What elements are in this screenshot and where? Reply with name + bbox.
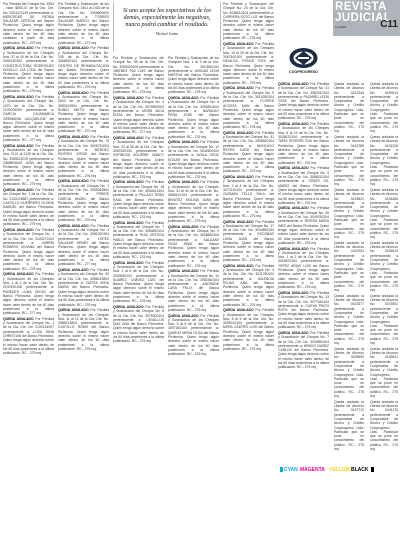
black-label: BLACK <box>351 467 369 473</box>
notice-heading: QUEDA ANULADO <box>223 42 254 47</box>
notice-heading: QUEDA ANULADO <box>168 180 199 185</box>
yellow-label: YELLOW <box>329 467 351 473</box>
legal-notice <box>370 241 398 293</box>
legal-notice <box>223 86 274 129</box>
legal-notice <box>58 46 109 89</box>
notice-heading: QUEDA ANULADO <box>278 122 309 127</box>
notice-heading: QUEDA ANULADO <box>168 269 199 274</box>
legal-notice <box>334 188 364 240</box>
notice-body: Por Pérdida y Sustracción de los Cheques Nos. 11 al 12 de la Cta. Cte. No. 3086213804 perteneciente a: CASTILLO ROMO del Banco Pichincha. Quien tenga algún derecho sobre el mismo hacer valer dentro de los 60 días posteriores a la última publicación. RC.- 276 mq <box>58 308 109 351</box>
legal-notice <box>58 308 109 351</box>
notice-body: Por Pérdida y Sustracción de los Cheques Nos. 1 al 6 de la Cta. Cte. No. 3030530104 perteneciente a: SUAREZ CHAVEZ LUIS del Banco Pichincha. Quien tenga algún derecho sobre el mismo hacer valer dentro de los 60 días posteriores a la última publicación. RC.- 276 mq <box>113 260 164 304</box>
legal-notice <box>58 91 109 134</box>
legal-notice <box>3 46 54 93</box>
notice-heading: QUEDA ANULADO <box>113 260 144 265</box>
cyan-swatch <box>280 467 283 472</box>
legal-notice <box>370 188 398 240</box>
legal-notice <box>278 291 329 330</box>
notice-body: Por Pérdida y Sustracción del Cheque No. 14 de la Cta. Cte. No. 3081540104 perteneciente a: ANDRADE LARA FELIX del Banco Pichincha. Quien tenga algún derecho sobre el mismo hacer valer dentro de los 60 días posteriores a la última publicación. RC.- 276 mq <box>168 269 219 312</box>
notice-heading: QUEDA ANULADO <box>3 143 34 148</box>
notice-heading: QUEDA ANULADO <box>3 95 34 100</box>
legal-notice <box>223 131 274 174</box>
page-number: C11 <box>380 19 398 30</box>
notice-body: Queda anulada la Libreta de Ahorros No. 0431228 perteneciente a Cooperativa de Ahorro y Crédito Cooprogreso Ltda. Particular que se pone en conocimiento del público. RC.- 275 mq <box>370 134 398 187</box>
quote-author: Michael Jordan <box>155 32 179 36</box>
legal-notice <box>278 166 329 205</box>
notice-heading: QUEDA ANULADO <box>3 272 34 277</box>
legal-notice <box>3 144 54 187</box>
notice-body: Por Pérdida y Sustracción de los Cheques Nos. 37 al 40 de la Cta. Cte. No. 3490130300 perteneciente a: CONSTRUCTORA RODRIGUEZ NOVILLO CIA LTDA del Banco Pichincha. Quien tenga algún derecho sobre el mismo hacer valer dentro de los 60 días posteriores a la última publicación. RC.- 279 mq <box>3 46 54 94</box>
notice-heading: QUEDA ANULADO <box>223 175 254 180</box>
notice-body: Por Pérdida y Sustracción del Cheque No. 7 de la Cta. Cte. No. 3054810104 perteneciente a: RUIZ ORTEGA PABLO del Banco Pichincha. Quien tenga algún derecho sobre el mismo hacer valer dentro de los 60 días posteriores a la última publicación. RC.- 276 mq <box>113 220 164 259</box>
notice-body: Por Pérdida y Sustracción de los Cheques Nos. 5 al 8 de la Cta. Cte. No. 3097160104 perteneciente a: QUIROZ MENA OLGA del Banco Pichincha. Quien tenga algún derecho sobre el mismo hacer valer dentro de los 60 días posteriores a la última publicación. RC.- 276 mq <box>168 313 219 357</box>
notice-heading: QUEDA ANULADO <box>168 96 199 101</box>
notice-heading: QUEDA ANULADO <box>3 46 34 51</box>
notice-body: Por Pérdida y Sustracción del Cheque No. 12 de la Cta. Cte. No. 3042500104 perteneciente a: AYALA CRUZ EDGAR del Banco Pichincha. Quien tenga algún derecho sobre el mismo hacer valer dentro de los 60 días posteriores a la última publicación. RC.- 276 mq <box>168 140 219 179</box>
notice-body: Por Pérdida y Sustracción del Cheque No. 7 de la Cta. Cte. No. 3033890104 perteneciente a: BRAVO NUÑEZ CARLOS del Banco Pichincha. Quien tenga algún derecho sobre el mismo hacer valer dentro de los 60 días posteriores a la última publicación. RC.- 276 mq <box>278 330 329 370</box>
legal-notice <box>3 95 54 142</box>
legal-notice <box>370 294 398 346</box>
notice-heading: QUEDA ANULADO <box>58 46 89 51</box>
legal-notice <box>334 82 364 134</box>
legal-notice <box>168 269 219 312</box>
masthead <box>333 0 400 36</box>
notice-body: Queda anulada la Libreta de Ahorros No. 0418821 perteneciente a Cooperativa de Ahorro y Crédito Cooprogreso Ltda. Particular que se pone en conocimiento del público. RC.- 275 mq <box>334 187 364 240</box>
legal-notice <box>223 264 274 307</box>
legal-notice <box>113 305 164 344</box>
notice-body: Por Pérdida y Sustracción de los Cheques Nos. 22 al 35 de la Cta. Cte. No. 3063760104 perteneciente a: ESPINOZA AGUIRRE NANCY del Banco Pichincha. Quien tenga algún derecho sobre el mismo hacer valer dentro de los 60 días posteriores a la última publicación. RC.- 276 mq <box>113 136 164 179</box>
legal-notice <box>334 400 364 452</box>
notice-body: Por Pérdida y Sustracción del Cheque No. 1 de la Cta. Cte. No. 3059063504 perteneciente a: FREIRE GARCIA ANGEL del Banco Pichincha. Quien tenga algún derecho sobre el mismo hacer valer dentro de los 60 días posteriores a la última publicación. RC.- 276 mq <box>58 179 109 223</box>
legal-notice <box>278 82 329 121</box>
notice-heading: QUEDA ANULADO <box>3 316 34 321</box>
notice-body: Por Pérdida y Sustracción de los Cheques Nos. 6 al 10 de la Cta. Cte. No. 3025670104 perteneciente a: TAPIA ROSERO EVA del Banco Pichincha. Quien tenga algún derecho sobre el mismo hacer valer dentro de los 60 días posteriores a la última publicación. RC.- 276 mq <box>278 122 329 165</box>
notice-body: Por Pérdida y Sustracción del Cheque No. 105 de la Cta. Cte. No. 3264600104 perteneciente a: CENTRO DE REHABILITACION del Banco Pichincha. Quien tenga algún derecho sobre el mismo hacer valer dentro de los 60 días posteriores a la última publicación. RC.- 276 mq <box>58 46 109 90</box>
legal-notice <box>58 135 109 178</box>
legal-notice <box>168 225 219 268</box>
notice-heading: QUEDA ANULADO <box>58 223 89 228</box>
quote-text: Si uno acepta las expectativas de los demás, especialmente las negativas, nunca podrá cambiar el resultado. <box>123 8 211 28</box>
notice-body: Queda anulada la Libreta de Ahorros No. 0427712 perteneciente a Cooperativa de Ahorro y Crédito Cooprogreso Ltda. Particular que se pone en conocimiento del público. RC.- 275 mq <box>334 399 364 451</box>
notice-body: Queda anulada la Libreta de Ahorros No. 0441176 perteneciente a Cooperativa de Ahorro y Crédito Cooprogreso Ltda. Particular que se pone en conocimiento del público. RC.- 275 mq <box>370 399 398 451</box>
legal-notice <box>278 122 329 165</box>
notice-body: Por Pérdida y Sustracción de los Cheques Nos. 1 al 2 de la Cta. Cte. No. 3016520104 perteneciente a: YEPEZ ARIAS LUIS del Banco Pichincha. Quien tenga algún derecho sobre el mismo hacer valer dentro de los 60 días posteriores a la última publicación. RC.- 276 mq <box>278 246 329 290</box>
logo-caption: COOPROGRESO <box>289 70 318 74</box>
masthead-title-line1: REVISTA <box>335 1 387 13</box>
notice-heading: QUEDA ANULADO <box>3 228 34 233</box>
notice-body: Por Pérdida y Sustracción del Cheque No. 55 de la Cta. Cte. No. 3099420204 perteneciente a: JIMENEZ PAZ LUIS del Banco Pichincha. Quien tenga algún derecho sobre el mismo hacer valer dentro de los 60 días posteriores a la última publicación. RC.- 276 mq <box>113 56 164 95</box>
legal-notice <box>370 347 398 399</box>
legal-notice <box>3 317 54 356</box>
notice-heading: QUEDA ANULADO <box>278 166 309 171</box>
notice-body: Queda anulada la Libreta de Ahorros No. 0430014 perteneciente a Cooperativa de Ahorro y Crédito Cooprogreso Ltda. Particular que se pone en conocimiento del público. RC.- 275 mq <box>370 82 398 134</box>
notice-heading: QUEDA ANULADO <box>278 246 309 251</box>
notice-heading: QUEDA ANULADO <box>168 313 199 318</box>
legal-notice <box>223 2 274 41</box>
legal-notice <box>168 96 219 139</box>
notice-body: Por Pérdida del Cheque No. 1554 - valor $553,47 de la Cta. Cte. No. 2003471149 perteneciente a: MERCEDES DE FATIMA SALAZAR ORTEGA del Banco Pichincha. Quien tenga algún derecho sobre el mismo hacer valer dentro de los 60 días contados a partir de ésta publicación. RC.- 279 mq <box>3 2 54 45</box>
legal-notice <box>370 82 398 134</box>
notice-body: Queda anulada la Libreta de Ahorros No. 0435510 perteneciente a Cooperativa de Ahorro y Crédito Cooprogreso Ltda. Particular que se pone en conocimiento del público. RC.- 275 mq <box>370 240 398 293</box>
notice-heading: QUEDA ANULADO <box>278 290 309 295</box>
notice-body: Por Pérdida y Sustracción del Cheque No. 13 de la Cta. Cte. No. 3077450104 perteneciente a: CUEVA PINTO RUTH del Banco Pichincha. Quien tenga algún derecho sobre el mismo hacer valer dentro de los 60 días posteriores a la última publicación. RC.- 276 mq <box>278 290 329 330</box>
notice-body: Queda anulada la Libreta de Ahorros No. 0425590 perteneciente a Cooperativa de Ahorro y Crédito Cooprogreso Ltda. Particular que se pone en conocimiento del público. RC.- 275 mq <box>334 346 364 399</box>
legal-notice <box>223 42 274 85</box>
notice-heading: QUEDA ANULADO <box>58 179 89 184</box>
legal-notice <box>168 180 219 223</box>
legal-notice <box>223 175 274 218</box>
notice-body: Por Pérdida y Sustracción del Cheque No. 31 de la Cta. Cte. No. 3055600104 perteneciente a: MONCAYO REYES SARA del Banco Pichincha. Quien tenga algún derecho sobre el mismo hacer valer dentro de los 60 días posteriores a la última publicación. RC.- 276 mq <box>223 130 274 174</box>
notice-heading: QUEDA ANULADO <box>223 130 254 135</box>
notice-body: Por Pérdida y Sustracción de los Cheques Nos. 2121 al 2125 de la Cta. Cte. No. 3055015700 perteneciente a: ZAMBRANO JUAN del Banco Pichincha. Quien tenga algún derecho sobre el mismo hacer valer dentro de los 60 días posteriores a la última publicación. RC.- 279 mq <box>3 143 54 187</box>
notice-heading: QUEDA ANULADO <box>58 90 89 95</box>
legal-notice <box>3 2 54 45</box>
cooprogreso-logo-icon <box>278 46 329 70</box>
notice-body: Por Pérdida y Sustracción del Cheque No. 17 de la Cta. Cte. No. 3044890104 perteneciente a: ESCOBAR LUNA JUAN del Banco Pichincha. Quien tenga algún derecho sobre el mismo hacer valer dentro de los 60 días posteriores a la última publicación. RC.- 276 mq <box>223 219 274 263</box>
legal-notice <box>113 136 164 179</box>
notice-body: Por Pérdida y Sustracción del Cheque No. 2 de la Cta. Cte. No. 3028830104 perteneciente a: SALAZAR VEGA IRMA del Banco Pichincha. Quien tenga algún derecho sobre el mismo hacer valer dentro de los 60 días posteriores a la última publicación. RC.- 276 mq <box>168 224 219 268</box>
notice-body: Por Pérdida y Sustracción del Cheque No. 1 de la Cta. Cte. No. 3103170104 perteneciente a: JARRIN ROMERO VIVIANA del Banco Pichincha. Quien tenga algún derecho sobre el mismo hacer valer dentro de los 60 días posteriores a la última publicación. RC.- 278 mq <box>3 228 54 271</box>
cyan-label: CYAN <box>284 467 298 473</box>
notices-column-5 <box>223 2 274 460</box>
notice-body: Por Pérdida y Sustracción de los Cheques Nos. 1 al 3 de la Cta. Cte. No. 3013620104 perteneciente a: VARGAS LEON MARTHA del Banco Pichincha. Quien tenga algún derecho sobre el mismo hacer valer dentro de los 60 días posteriores a la última publicación. RC.- 278 mq <box>168 56 219 95</box>
notice-body: Por Pérdida y Sustracción del Cheque No. 26 de la Cta. Cte. No. 3049760104 perteneciente a: RIVERA MORA INES del Banco Pichincha. Quien tenga algún derecho sobre el mismo hacer valer dentro de los 60 días posteriores a la última publicación. RC.- 276 mq <box>278 206 329 245</box>
notice-heading: QUEDA ANULADO <box>113 136 144 141</box>
legal-notice <box>334 294 364 346</box>
legal-notice <box>3 272 54 315</box>
notices-column-1 <box>3 2 54 460</box>
notice-body: Queda anulada la Libreta de Ahorros No. 0423377 perteneciente a Cooperativa de Ahorro y Crédito Cooprogreso Ltda. Particular que se pone en conocimiento del público. RC.- 275 mq <box>334 293 364 346</box>
legal-notice <box>58 179 109 222</box>
notice-heading: QUEDA ANULADO <box>113 220 144 225</box>
notice-heading: QUEDA ANULADO <box>168 224 199 229</box>
masthead-subtitle: LA HORA <box>335 26 347 29</box>
legal-notice <box>168 140 219 179</box>
notice-heading: QUEDA ANULADO <box>278 206 309 211</box>
legal-notice <box>334 241 364 293</box>
legal-notice <box>113 96 164 135</box>
legal-notice <box>278 247 329 290</box>
notice-heading: QUEDA ANULADO <box>223 219 254 224</box>
legal-notice <box>334 135 364 187</box>
notice-body: Por Pérdida y Sustracción del Cheque No. 90 de la Cta. Cte. No. 3086213804 perteneciente a: ZURITA VERA MARIA del Banco Pichincha. Quien tenga algún derecho sobre el mismo hacer valer dentro de los 60 días posteriores a la última publicación. RC.- 276 mq <box>58 268 109 307</box>
notice-body: Por Pérdida y Sustracción de los Cheques Nos. 8 al 9 de la Cta. Cte. No. 3099010104 perteneciente a: MERA CASTRO LUIS del Banco Pichincha. Quien tenga algún derecho sobre el mismo hacer valer dentro de los 60 días posteriores a la última publicación. RC.- 276 mq <box>223 308 274 351</box>
notice-body: Por Pérdida y Sustracción del Cheque No. 4 de la Cta. Cte. No. 3079590004 perteneciente a: MORA VACA ROSA del Banco Pichincha. Quien tenga algún derecho sobre el mismo hacer valer dentro de los 60 días posteriores a la última publicación. RC.- 277 mq <box>113 96 164 135</box>
notice-body: Por Pérdida y Sustracción de los Cheques Nos. 15 al 20 de la Cta. Cte. No. 3067400104 perteneciente a: HIDALGO PONCE RITA del Banco Pichincha. Quien tenga algún derecho sobre el mismo hacer valer dentro de los 60 días posteriores a la última publicación. RC.- 276 mq <box>223 42 274 85</box>
notice-body: Queda anulada la Libreta de Ahorros No. 0412345 perteneciente a Cooperativa de Ahorro y Crédito Cooprogreso Ltda. Particular que se pone en conocimiento del público. RC.- 275 mq <box>334 82 364 134</box>
notice-heading: QUEDA ANULADO <box>3 188 34 193</box>
legal-notice <box>113 56 164 95</box>
notice-heading: QUEDA ANULADO <box>223 308 254 313</box>
legal-notice <box>113 261 164 304</box>
legal-notice <box>3 188 54 227</box>
notice-body: Por Pérdida y Sustracción de los Cheques Nos. 31 al 40 de la Cta. Cte. No. 3066410104 perteneciente a: BENITEZ MOLINA JUAN del Banco Pichincha. Quien tenga algún derecho sobre el mismo hacer valer dentro de los 60 días posteriores a la última publicación. RC.- 279 mq <box>168 180 219 224</box>
notice-heading: QUEDA ANULADO <box>168 140 199 145</box>
pull-quote <box>113 2 221 52</box>
notice-body: Por Pérdida y Sustracción del Cheque No. 2543 de la Cta. Cte. No. 3083103904 perteneciente a: RUBIO NIETO del Banco Pichincha. Quien tenga algún derecho sobre el mismo hacer valer dentro de los 60 días posteriores a la última publicación. RC.- 272 mq <box>58 90 109 134</box>
notice-heading: QUEDA ANULADO <box>58 268 89 273</box>
notice-body: Por Pérdida del Cheque No. 1 de la Cta. Cte. No. 2100126587 perteneciente a: CASTILLO GUERRERO GLORIA SAMUEL del Banco Pichincha. Quien tenga algún derecho sobre el mismo hacer valer dentro de los 60 días posteriores a la última publicación. RC.- 279 mq <box>3 188 54 227</box>
notice-heading: QUEDA ANULADO <box>58 308 89 313</box>
notice-body: Por Pérdida y Sustracción del Cheque No. 79 de la Cta. Cte. No. 3006720004 perteneciente a: MENDEZ RIOFRIO JORGE del Banco Pichincha. Quien tenga algún derecho sobre el mismo hacer valer dentro de los 60 días posteriores a la última publicación. RC.- 276 mq <box>58 135 109 178</box>
notice-body: Queda anulada la Libreta de Ahorros No. 0439941 perteneciente a Cooperativa de Ahorro y Crédito Cooprogreso Ltda. Particular que se pone en conocimiento del público. RC.- 275 mq <box>370 346 398 399</box>
notice-heading: QUEDA ANULADO <box>223 263 254 268</box>
notice-heading: QUEDA ANULADO <box>113 96 144 101</box>
notice-body: Por Pérdida y Sustracción del Cheque No. 1 de la Cta. Cte. No. 2100134097 perteneciente a: LOZA TANA CHRISTIAN del Banco Pichincha. Quien tenga algún derecho sobre el mismo hacer valer dentro de los 60 días posteriores a la última publicación. RC.- 279 mq <box>3 316 54 356</box>
legal-notice <box>278 206 329 245</box>
legal-notice <box>223 220 274 263</box>
notice-body: Por Pérdida y Sustracción del Cheque No. 6 de la Cta. Cte. No. 3094810004 perteneciente a: NARANJO PEÑA JOSE del Banco Pichincha. Quien tenga algún derecho sobre el mismo hacer valer dentro de los 60 días posteriores a la última publicación. RC.- 276 mq <box>168 96 219 139</box>
notice-heading: QUEDA ANULADO <box>278 82 309 86</box>
notice-body: Por Pérdida y Sustracción del Cheque No. 24 de la Cta. Cte. No. 3038510104 perteneciente a: CARRERA SOTO LUZ del Banco Pichincha. Quien tenga algún derecho sobre el mismo hacer valer dentro de los 60 días posteriores a la última publicación. RC.- 276 mq <box>223 2 274 41</box>
notice-heading: QUEDA ANULADO <box>223 86 254 91</box>
notice-body: Queda anulada la Libreta de Ahorros No. 0433465 perteneciente a Cooperativa de Ahorro y Crédito Cooprogreso Ltda. Particular que se pone en conocimiento del público. RC.- 275 mq <box>370 187 398 240</box>
legal-notice <box>168 56 219 95</box>
notice-body: Por Pérdida y Sustracción del Cheque No. 5 de la Cta. Cte. No. 3088310104 perteneciente a: OÑATE GIL MARIO del Banco Pichincha. Quien tenga algún derecho sobre el mismo hacer valer dentro de los 60 días posteriores a la última publicación. RC.- 276 mq <box>278 166 329 205</box>
notice-heading: QUEDA ANULADO <box>113 304 144 309</box>
notice-body: Por Pérdida y Sustracción del Cheque No. 18 de la Cta. Cte. No. 3034612404 perteneciente a: PILLAJO TIPAN RAUL del Banco Pichincha. Quien tenga algún derecho sobre el mismo hacer valer dentro de los 60 días posteriores a la última publicación. RC.- 276 mq <box>113 180 164 219</box>
notice-body: Por Pérdida y Sustracción de los Cheques Nos. 2401 al 2420 de la Cta. Cte. No. 3306800000 perteneciente a: TORRES SALAZAR MARCO del Banco Pichincha. Quien tenga algún derecho sobre el mismo hacer valer dentro de los 60 días posteriores a la última publicación. RC.- 272 mq <box>58 2 109 45</box>
notices-column-2 <box>58 2 109 460</box>
notice-heading: QUEDA ANULADO <box>113 180 144 185</box>
notice-body: Por Pérdida y Sustracción del Cheque No. 41 de la Cta. Cte. No. 3060310104 perteneciente a: PAZMIÑO LEON JOSE del Banco Pichincha. Quien tenga algún derecho sobre el mismo hacer valer dentro de los 60 días posteriores a la última publicación. RC.- 276 mq <box>278 82 329 121</box>
notice-heading: QUEDA ANULADO <box>58 135 89 140</box>
notices-column-4 <box>168 56 219 514</box>
legal-notice <box>58 224 109 267</box>
cooperative-logo <box>278 46 329 80</box>
masthead-title-line2: JUDICIAL <box>335 12 392 24</box>
notice-body: Queda anulada la Libreta de Ahorros No. 0437802 perteneciente a Cooperativa de Ahorro y Crédito Cooprogreso Ltda. Particular que se pone en conocimiento del público. RC.- 275 mq <box>370 293 398 346</box>
notice-body: Queda anulada la Libreta de Ahorros No. 0420311 perteneciente a Cooperativa de Ahorro y Crédito Cooprogreso Ltda. Particular que se pone en conocimiento del público. RC.- 275 mq <box>334 240 364 293</box>
legal-notice <box>370 400 398 452</box>
legal-notice <box>334 347 364 399</box>
legal-notice <box>113 221 164 260</box>
notices-column-3 <box>113 56 164 514</box>
legal-notice <box>58 2 109 45</box>
legal-notice <box>168 314 219 357</box>
print-color-bar <box>280 467 398 474</box>
notice-body: Por Pérdida y Sustracción del Cheque No. 3 de la Cta. Cte. No. 3081300104 perteneciente a: LOPEZ SALAZAR HENRY del Banco Pichincha. Quien tenga algún derecho sobre el mismo hacer valer dentro de los 60 días posteriores a la última publicación. RC.- 277 mq <box>58 223 109 267</box>
notice-heading: QUEDA ANULADO <box>278 330 309 335</box>
notice-body: Por Pérdida y Sustracción de los Cheques Nos. 2 al 4 de la Cta. Cte. No. 3072210104 perteneciente a: GUZMAN TELLO RAUL del Banco Pichincha. Quien tenga algún derecho sobre el mismo hacer valer dentro de los 60 días posteriores a la última publicación. RC.- 276 mq <box>223 175 274 218</box>
notice-body: Por Pérdida y Sustracción del Cheque No. 8 de la Cta. Cte. No. 3075300104 perteneciente a: CEVALLOS DIAZ ANA del Banco Pichincha. Quien tenga algún derecho sobre el mismo hacer valer dentro de los 60 días posteriores a la última publicación. RC.- 276 mq <box>113 304 164 344</box>
notice-body: Queda anulada la Libreta de Ahorros No. 0416789 perteneciente a Cooperativa de Ahorro y Crédito Cooprogreso Ltda. Particular que se pone en conocimiento del público. RC.- 275 mq <box>334 134 364 187</box>
notice-body: Por Pérdida y Sustracción del Cheque No. 1070 de la Cta. Cte. No. 2100026259 perteneciente a: GARCIA CAJAMARCA GERMANIA JACQUELINE del Banco Pichincha. Quien tenga algún derecho sobre el mismo hacer valer dentro de los 60 días posteriores a la última publicación. RC.- 277 mq <box>3 95 54 142</box>
notice-body: Por Pérdida y Sustracción de los Cheques Nos. 1 al 2 de la Cta. Cte. No. 2100190108 perteneciente a: PAREDES LUNA DIEGO del Banco Pichincha. Quien tenga algún derecho sobre el mismo hacer valer dentro de los 60 días posteriores a la última publicación. RC.- 277 mq <box>3 272 54 316</box>
legal-notice <box>113 180 164 219</box>
legal-notice <box>223 308 274 351</box>
notice-body: Por Pérdida y Sustracción del Cheque No. 9 de la Cta. Cte. No. 3019250104 perteneciente a: FLORES ACOSTA IVAN del Banco Pichincha. Quien tenga algún derecho sobre el mismo hacer valer dentro de los 60 días posteriores a la última publicación. RC.- 276 mq <box>223 86 274 130</box>
notice-body: Por Pérdida y Sustracción del Cheque No. 3 de la Cta. Cte. No. 3011780104 perteneciente a: VALENCIA ROJAS ANA del Banco Pichincha. Quien tenga algún derecho sobre el mismo hacer valer dentro de los 60 días posteriores a la última publicación. RC.- 276 mq <box>223 263 274 307</box>
legal-notice <box>58 268 109 307</box>
legal-notice <box>278 331 329 370</box>
black-swatch <box>371 467 374 472</box>
legal-notice <box>3 228 54 271</box>
magenta-label: MAGENTA <box>300 467 325 473</box>
legal-notice <box>370 135 398 187</box>
